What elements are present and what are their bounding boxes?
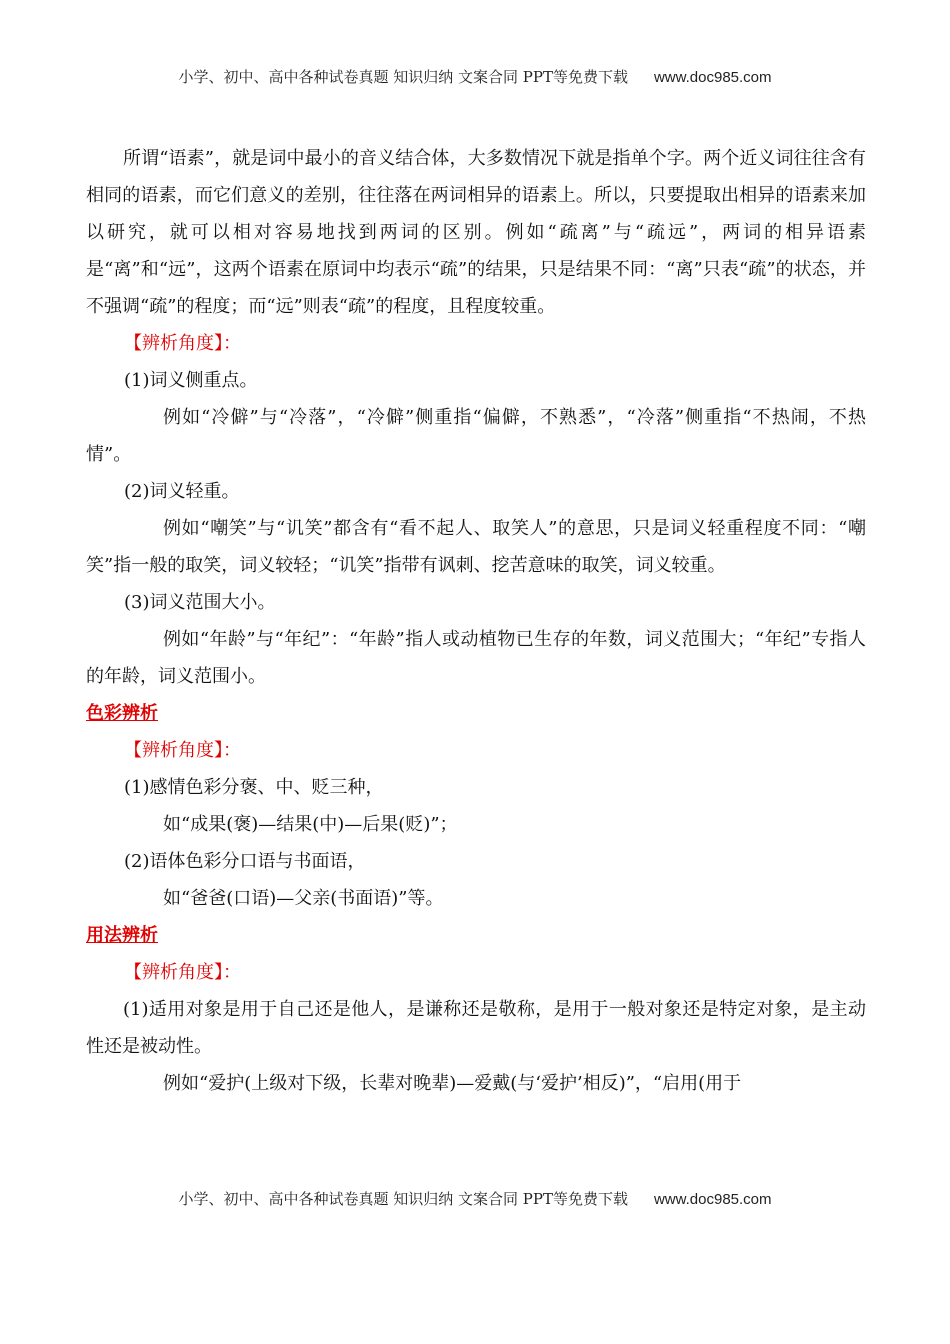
usage-item1-example: 例如“爱护(上级对下级，长辈对晚辈)—爱戴(与‘爱护’相反)”，“启用(用于 [163,1073,742,1094]
page-header [0,66,950,87]
footer-text: 小学、初中、高中各种试卷真题 知识归纳 文案合同 PPT等免费下载 [178,1190,628,1208]
color-item1-example: 如“成果(褒)—结果(中)—后果(贬)”； [163,814,458,835]
item2-example: 例如“嘲笑”与“讥笑”都含有“看不起人、取笑人”的意思，只是词义轻重程度不同：“嘲笑”指一般的取笑，词义较轻；“讥笑”指带有讽刺、挖苦意味的取笑，词义较重。 [86,518,866,576]
color-item1: (1)感情色彩分褒、中、贬三种， [124,777,384,798]
header-text: 小学、初中、高中各种试卷真题 知识归纳 文案合同 PPT等免费下载 [178,68,628,86]
item3-example: 例如“年龄”与“年纪”：“年龄”指人或动植物已生存的年数，词义范围大；“年纪”专指人的年龄，词义范围小。 [86,629,866,687]
usage-item1: (1)适用对象是用于自己还是他人，是谦称还是敬称，是用于一般对象还是特定对象，是主动性还是被动性。 [86,999,866,1057]
document-body [86,140,866,1102]
item1-title: (1)词义侧重点。 [124,370,258,391]
analysis-angle-label-2: 【辨析角度】： [124,740,241,761]
intro-paragraph: 所谓“语素”，就是词中最小的音义结合体，大多数情况下就是指单个字。两个近义词往往含有相同的语素，而它们意义的差别，往往落在两词相异的语素上。所以，只要提取出相异的语素来加以研究，就可以相对容易地找到两词的区别。例如“疏离”与“疏远”，两词的相异语素是“离”和“远”，这两个语素在原词中均表示“疏”的结果，只是结果不同：“离”只表“疏”的状态，并不强调“疏”的程度；而“远”则表“疏”的程度，且程度较重。 [86,148,866,317]
header-url[interactable]: www.doc985.com [653,69,772,86]
color-item2-example: 如“爸爸(口语)—父亲(书面语)”等。 [163,888,444,909]
section-color-analysis-title: 色彩辨析 [86,703,158,724]
item3-title: (3)词义范围大小。 [124,592,276,613]
item1-example: 例如“冷僻”与“冷落”，“冷僻”侧重指“偏僻，不熟悉”，“冷落”侧重指“不热闹，不热情”。 [86,407,866,465]
analysis-angle-label-3: 【辨析角度】： [124,962,241,983]
color-item2: (2)语体色彩分口语与书面语， [124,851,366,872]
section-usage-analysis-title: 用法辨析 [86,925,158,946]
item2-title: (2)词义轻重。 [124,481,240,502]
analysis-angle-label-1: 【辨析角度】： [124,333,241,354]
page-footer [0,1188,950,1209]
footer-url[interactable]: www.doc985.com [653,1191,772,1208]
